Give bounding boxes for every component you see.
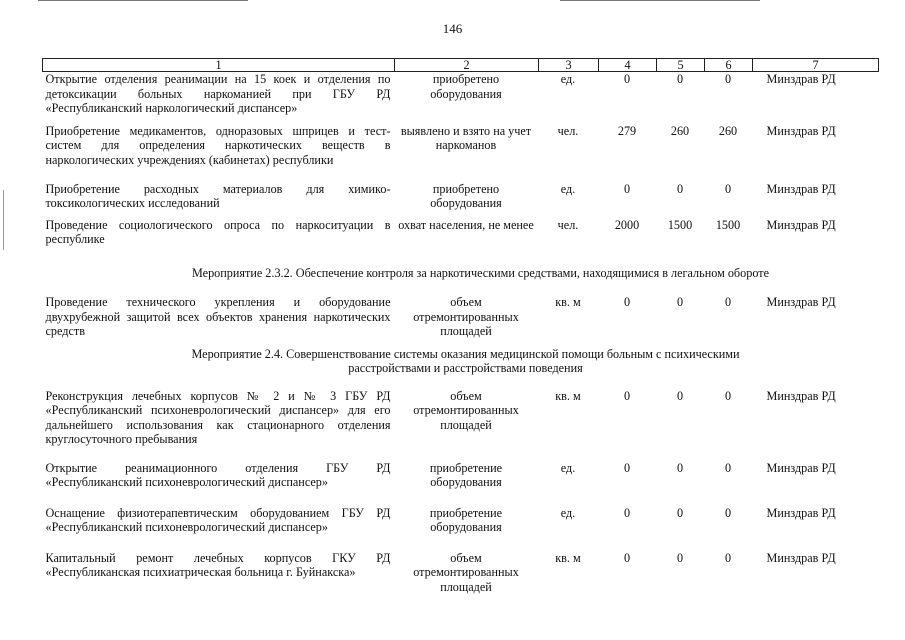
table-row (43, 551, 879, 595)
table-row (43, 124, 879, 182)
value-col-6: 0 (724, 460, 732, 475)
activity-description: Открытие отделения реанимации на 15 коек и отделения по детоксикации больных наркоманией при ГБУ РД «Республиканский наркологический диспансер» (45, 72, 391, 115)
indicator-name: охват населения, не менее (398, 217, 534, 232)
indicator-name: выявлено и взято на учет наркоманов (400, 123, 532, 152)
value-col-4: 0 (623, 388, 631, 403)
activity-description: Приобретение расходных материалов для химико-токсикологических исследований (45, 181, 391, 210)
unit-of-measure: кв. м (555, 388, 581, 403)
indicator-name: объем отремонтированных площадей (413, 388, 519, 432)
value-col-6: 0 (724, 72, 732, 86)
col-header-5: 5 (657, 59, 705, 72)
value-col-4: 2000 (614, 217, 640, 232)
unit-of-measure: кв. м (555, 550, 581, 565)
responsible-executor: Минздрав РД (766, 295, 836, 309)
indicator-name: объем отремонтированных площадей (413, 550, 519, 594)
value-col-5: 1500 (667, 217, 693, 232)
activity-description: Открытие реанимационного отделения ГБУ РД «Республиканский психоневрологический диспансер» (45, 460, 391, 489)
table-row (43, 506, 879, 551)
value-col-4: 0 (623, 295, 631, 309)
value-col-5: 0 (676, 388, 684, 403)
value-col-5: 0 (676, 72, 684, 86)
scan-left-edge-mark (3, 190, 4, 250)
table-body (43, 72, 879, 595)
value-col-6: 0 (724, 295, 732, 309)
responsible-executor: Минздрав РД (766, 388, 836, 403)
indicator-name: приобретение оборудования (429, 505, 503, 534)
value-col-5: 0 (676, 550, 684, 565)
value-col-4: 0 (623, 181, 631, 196)
table-row (43, 295, 879, 339)
value-col-5: 0 (676, 505, 684, 520)
unit-of-measure: чел. (557, 217, 579, 232)
activity-description: Проведение социологического опроса по наркоситуации в республике (45, 217, 391, 246)
value-col-6: 0 (724, 388, 732, 403)
value-col-4: 279 (617, 123, 637, 138)
responsible-executor: Минздрав РД (766, 217, 836, 232)
indicator-name: приобретено оборудования (430, 181, 502, 210)
unit-of-measure: ед. (560, 181, 576, 196)
section-heading-row (43, 339, 879, 389)
activity-description: Проведение технического укрепления и оборудование двухрубежной защитой всех объектов хранения наркотических средств (45, 295, 391, 338)
responsible-executor: Минздрав РД (766, 123, 836, 138)
value-col-5: 260 (670, 123, 690, 138)
indicator-name: объем отремонтированных площадей (413, 295, 519, 338)
unit-of-measure: чел. (557, 123, 579, 138)
section-heading: Мероприятие 2.3.2. Обеспечение контроля за наркотическими средствами, находящимися в легальном обороте (191, 265, 769, 280)
col-header-7: 7 (753, 59, 879, 72)
value-col-6: 0 (724, 505, 732, 520)
activity-description: Оснащение физиотерапевтическим оборудованием ГБУ РД «Республиканский психоневрологический диспансер» (45, 505, 391, 534)
section-heading: Мероприятие 2.4. Совершенствование системы оказания медицинской помощи больным с психическими расстройствами и расстройствами поведения (191, 346, 740, 375)
column-number-header (43, 59, 879, 72)
indicator-name: приобретение оборудования (429, 460, 503, 489)
scan-top-edge-right (560, 0, 760, 1)
value-col-4: 0 (623, 505, 631, 520)
responsible-executor: Минздрав РД (766, 72, 836, 86)
unit-of-measure: ед. (560, 460, 576, 475)
col-header-3: 3 (539, 59, 599, 72)
value-col-5: 0 (676, 181, 684, 196)
responsible-executor: Минздрав РД (766, 460, 836, 475)
page-number: 146 (442, 21, 463, 36)
measures-table (42, 58, 879, 594)
activity-description: Реконструкция лечебных корпусов № 2 и № 3 ГБУ РД «Республиканский психоневрологический диспансер» для его дальнейшего использования как стационарного отделения круглосуточного пребывания (45, 388, 391, 446)
table-row (43, 218, 879, 258)
responsible-executor: Минздрав РД (766, 181, 836, 196)
value-col-5: 0 (676, 460, 684, 475)
responsible-executor: Минздрав РД (766, 550, 836, 565)
col-header-1: 1 (43, 59, 395, 72)
activity-description: Приобретение медикаментов, одноразовых шприцев и тест-систем для определения наркотических веществ в наркологических учреждениях (кабинетах) республики (45, 123, 391, 167)
value-col-6: 1500 (715, 217, 741, 232)
col-header-6: 6 (705, 59, 753, 72)
value-col-5: 0 (676, 295, 684, 309)
value-col-6: 260 (718, 123, 738, 138)
value-col-4: 0 (623, 550, 631, 565)
activity-description: Капитальный ремонт лечебных корпусов ГКУ РД «Республиканская психиатрическая больница г. Буйнакска» (45, 550, 391, 579)
responsible-executor: Минздрав РД (766, 505, 836, 520)
table-row (43, 389, 879, 461)
col-header-2: 2 (395, 59, 539, 72)
value-col-6: 0 (724, 550, 732, 565)
value-col-4: 0 (623, 72, 631, 86)
indicator-name: приобретено оборудования (430, 72, 502, 101)
value-col-4: 0 (623, 460, 631, 475)
table-row (43, 72, 879, 124)
unit-of-measure: ед. (560, 72, 576, 86)
scan-top-edge-left (38, 0, 248, 1)
unit-of-measure: кв. м (555, 295, 581, 309)
col-header-4: 4 (599, 59, 657, 72)
section-heading-row (43, 258, 879, 296)
value-col-6: 0 (724, 181, 732, 196)
table-row (43, 461, 879, 506)
table-row (43, 182, 879, 218)
unit-of-measure: ед. (560, 505, 576, 520)
